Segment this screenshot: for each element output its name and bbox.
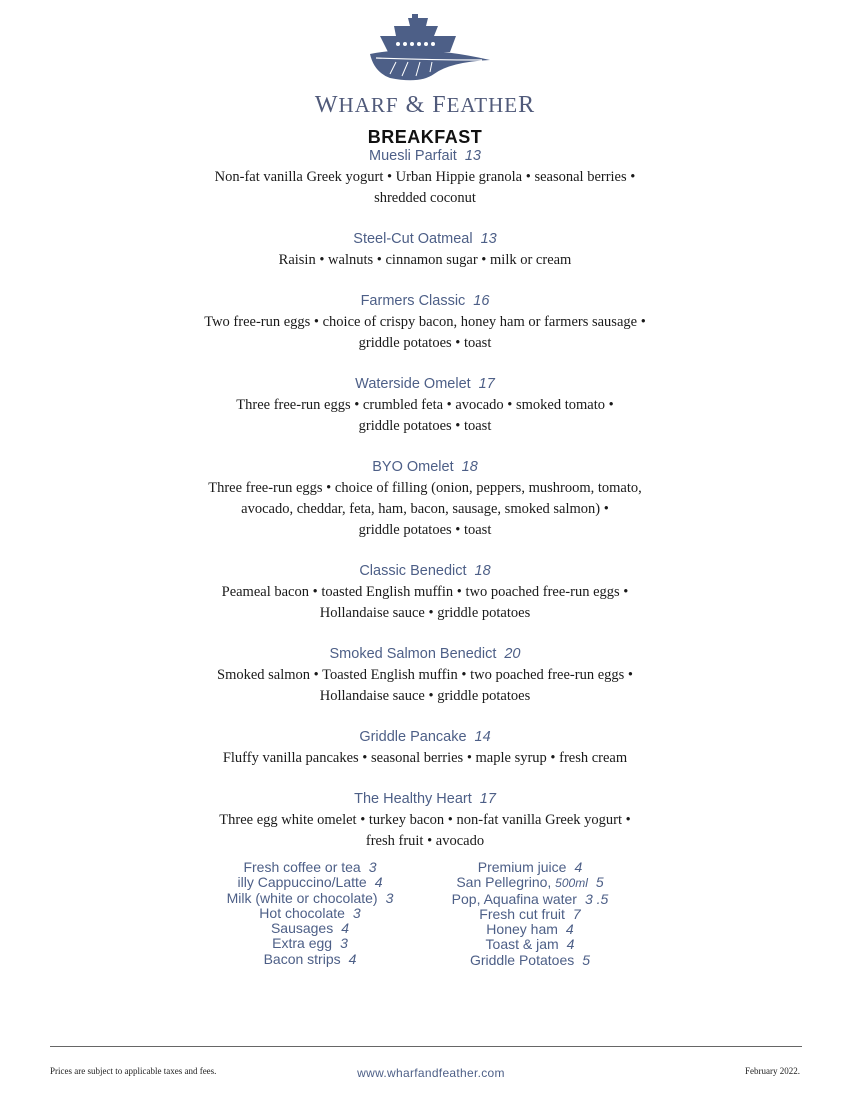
side-price: 4: [374, 874, 383, 891]
side-item: [420, 953, 640, 968]
item-name: Classic Benedict: [359, 563, 467, 579]
side-name: Premium juice: [477, 859, 567, 875]
menu-item: [0, 146, 850, 209]
item-name: The Healthy Heart: [354, 791, 472, 807]
side-price: 3: [368, 859, 377, 875]
side-item: [200, 860, 420, 875]
item-description: [0, 478, 850, 541]
side-item: [200, 906, 420, 921]
side-price: 7: [572, 905, 581, 922]
side-name: Toast & jam: [485, 936, 559, 953]
side-price: 3: [385, 889, 394, 906]
side-name: Hot chocolate: [259, 904, 345, 921]
menu-item: [0, 374, 850, 437]
item-description: [0, 250, 850, 271]
side-price: 5: [595, 874, 604, 891]
side-item: [200, 936, 420, 951]
footer-tax-note: Prices are subject to applicable taxes and fees.: [50, 1066, 217, 1076]
item-description: [0, 810, 850, 852]
item-name: Waterside Omelet: [355, 376, 471, 392]
side-price: 3 .5: [584, 890, 609, 907]
side-price: 5: [582, 951, 591, 968]
menu-item: [0, 291, 850, 354]
description-line: Hollandaise sauce • griddle potatoes: [319, 688, 531, 704]
menu-item: [0, 561, 850, 624]
brand-letter: F: [432, 92, 447, 118]
item-description: [0, 167, 850, 209]
description-line: Three free-run eggs • crumbled feta • avocado • smoked tomato •: [236, 397, 614, 413]
brand-letter: W: [314, 92, 339, 118]
description-line: Fluffy vanilla pancakes • seasonal berries • maple syrup • fresh cream: [222, 750, 628, 766]
item-price: 18: [474, 563, 491, 579]
side-item: [420, 860, 640, 875]
menu-item: [0, 229, 850, 271]
brand-letters: EATHE: [446, 93, 519, 117]
item-description: [0, 395, 850, 437]
menu-items: [0, 146, 850, 872]
description-line: Three free-run eggs • choice of filling (onion, peppers, mushroom, tomato,: [208, 480, 642, 496]
menu-item: [0, 644, 850, 707]
side-item: [200, 875, 420, 890]
item-description: [0, 665, 850, 707]
description-line: fresh fruit • avocado: [365, 833, 485, 849]
item-name: Farmers Classic: [360, 293, 466, 309]
description-line: Hollandaise sauce • griddle potatoes: [319, 605, 531, 621]
item-description: [0, 748, 850, 769]
side-price: 4: [341, 920, 350, 937]
description-line: Raisin • walnuts • cinnamon sugar • milk or cream: [278, 252, 572, 268]
side-item: [200, 921, 420, 936]
side-price: 3: [352, 904, 361, 921]
side-name: Extra egg: [272, 935, 333, 952]
brand-wordmark: [0, 92, 850, 119]
item-price: 16: [473, 293, 490, 309]
brand-ampersand: &: [398, 92, 433, 118]
description-line: Non-fat vanilla Greek yogurt • Urban Hippie granola • seasonal berries •: [214, 169, 636, 185]
side-price: 4: [566, 936, 575, 953]
description-line: griddle potatoes • toast: [358, 522, 492, 538]
item-name: Steel-Cut Oatmeal: [353, 231, 473, 247]
item-price: 13: [464, 148, 481, 164]
side-name: Sausages: [270, 920, 334, 937]
side-name: Fresh cut fruit: [479, 905, 565, 922]
side-name: Fresh coffee or tea: [243, 859, 361, 875]
item-price: 18: [461, 459, 478, 475]
item-name: Muesli Parfait: [369, 148, 457, 164]
item-price: 14: [474, 729, 491, 745]
side-name: Bacon strips: [263, 950, 341, 967]
side-item: [420, 937, 640, 952]
item-price: 17: [478, 376, 495, 392]
ship-feather-logo-icon: [350, 14, 500, 94]
side-unit: 500ml: [555, 876, 588, 891]
description-line: Two free-run eggs • choice of crispy bacon, honey ham or farmers sausage •: [204, 314, 646, 330]
side-item: [200, 952, 420, 967]
side-price: 4: [574, 859, 583, 875]
item-name: BYO Omelet: [372, 459, 454, 475]
item-description: [0, 582, 850, 624]
side-name: Milk (white or chocolate): [226, 889, 378, 906]
sides-column-left: [200, 860, 420, 967]
description-line: griddle potatoes • toast: [358, 335, 492, 351]
description-line: shredded coconut: [374, 190, 476, 206]
menu-item: [0, 727, 850, 769]
description-line: Smoked salmon • Toasted English muffin • two poached free-run eggs •: [217, 667, 633, 683]
item-price: 17: [479, 791, 496, 807]
description-line: griddle potatoes • toast: [358, 418, 492, 434]
item-price: 20: [504, 646, 521, 662]
brand-letter: R: [518, 92, 536, 118]
side-name: Honey ham: [486, 921, 558, 938]
footer-website-link[interactable]: www.wharfandfeather.com: [357, 1066, 505, 1080]
logo: [0, 14, 850, 94]
side-item: [420, 892, 640, 907]
description-line: Three egg white omelet • turkey bacon • non-fat vanilla Greek yogurt •: [219, 812, 631, 828]
description-line: Peameal bacon • toasted English muffin • two poached free-run eggs •: [221, 584, 629, 600]
item-price: 13: [480, 231, 497, 247]
description-line: avocado, cheddar, feta, ham, bacon, sausage, smoked salmon) •: [241, 501, 609, 517]
item-name: Smoked Salmon Benedict: [329, 646, 497, 662]
item-name: Griddle Pancake: [359, 729, 467, 745]
brand-letters: HARF: [338, 93, 399, 117]
side-item: [200, 891, 420, 906]
section-title: BREAKFAST: [367, 127, 483, 147]
side-name: Pop, Aquafina water: [451, 890, 577, 907]
side-name: illy Cappuccino/Latte: [237, 874, 367, 891]
side-item: [420, 907, 640, 922]
sides-column-right: [420, 860, 640, 968]
footer-date: February 2022.: [745, 1066, 800, 1076]
item-description: [0, 312, 850, 354]
side-price: 4: [565, 921, 574, 938]
side-price: 4: [348, 950, 357, 967]
side-price: 3: [340, 935, 348, 952]
side-item: [420, 922, 640, 937]
menu-item: [0, 789, 850, 852]
side-name: Griddle Potatoes: [469, 951, 575, 968]
footer-divider: [50, 1046, 802, 1047]
side-name: San Pellegrino,: [456, 874, 552, 891]
menu-item: [0, 457, 850, 541]
side-item: [420, 875, 640, 891]
